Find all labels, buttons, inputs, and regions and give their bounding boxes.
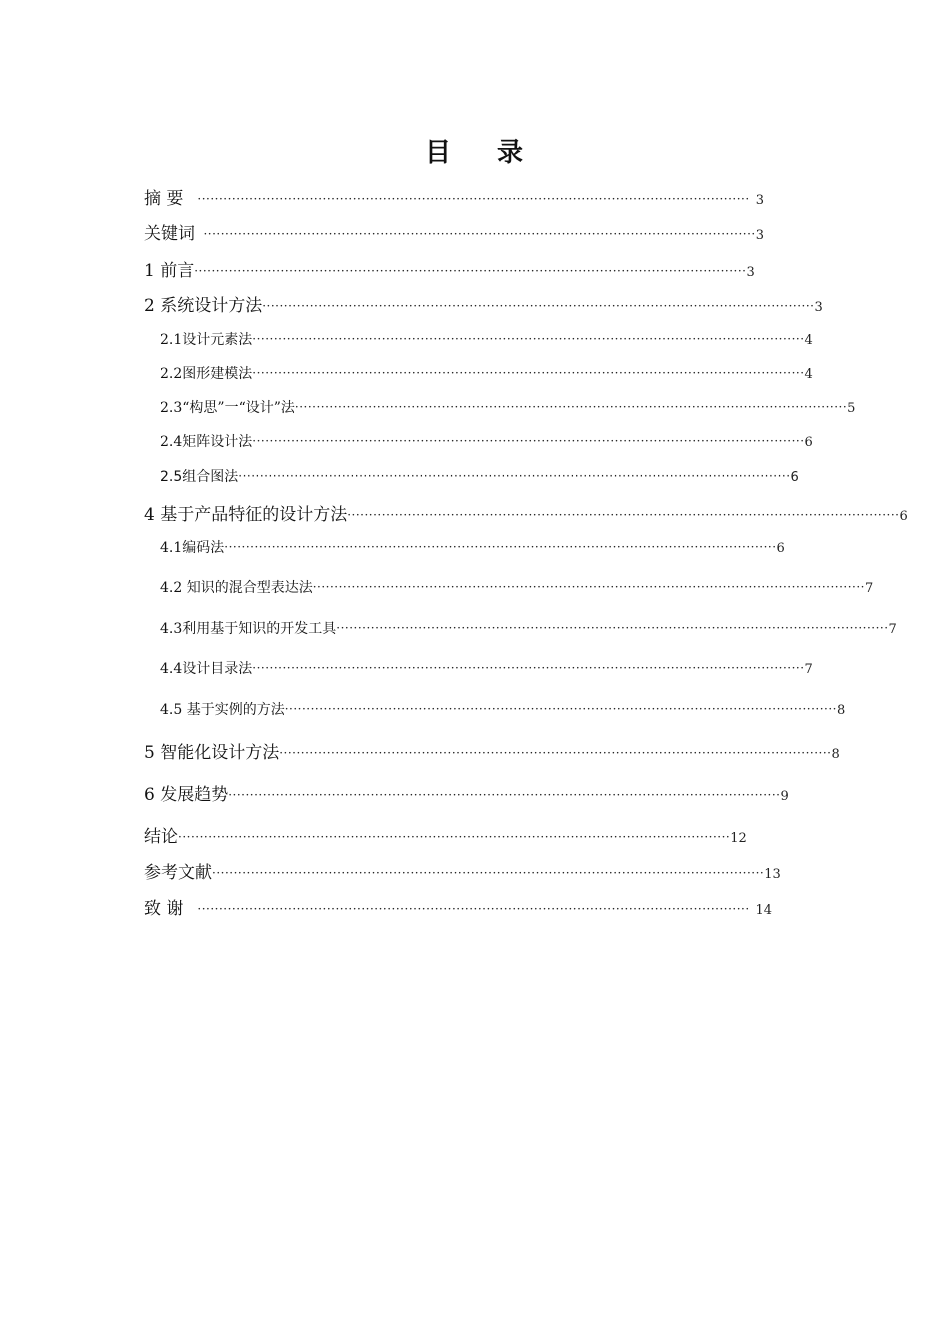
toc-entry-abstract[interactable] — [144, 184, 764, 209]
dot-leader: ································································································································ — [212, 866, 765, 880]
toc-entry-page: 3 — [746, 265, 755, 280]
toc-entry-page: 3 — [755, 228, 764, 243]
toc-entry-preface[interactable] — [144, 256, 755, 281]
dot-leader: ································································································································ — [252, 661, 805, 675]
toc-entry-acknowledgements[interactable] — [144, 894, 772, 919]
toc-entry-page: 9 — [780, 789, 789, 804]
dot-leader: ································································································································ — [228, 788, 781, 802]
toc-entry-label: 4.4设计目录法 — [160, 661, 253, 677]
title-part-2: 录 — [497, 138, 526, 168]
toc-entry-label: 6 发展趋势 — [144, 785, 229, 805]
toc-entry-page: 3 — [814, 300, 823, 315]
toc-entry-2-2[interactable] — [160, 363, 813, 383]
toc-entry-page: 7 — [804, 662, 813, 677]
toc-entry-page: 13 — [764, 867, 781, 882]
page-title — [0, 132, 950, 169]
toc-entry-page: 14 — [755, 903, 772, 918]
toc-entry-label: 关键词 — [144, 224, 195, 244]
toc-entry-2-5[interactable] — [160, 466, 799, 486]
dot-leader: ································································································································ — [347, 508, 900, 522]
dot-leader: ································································································································ — [178, 830, 731, 844]
toc-entry-4-5[interactable] — [160, 699, 846, 719]
toc-entry-page: 5 — [847, 401, 856, 416]
toc-entry-page: 6 — [776, 541, 785, 556]
toc-entry-label: 4 基于产品特征的设计方法 — [144, 505, 348, 525]
dot-leader: ································································································································ — [312, 580, 865, 594]
toc-entry-page: 6 — [899, 509, 908, 524]
toc-entry-2-4[interactable] — [160, 431, 813, 451]
dot-leader: ································································································································ — [224, 540, 777, 554]
toc-entry-trends[interactable] — [144, 780, 789, 805]
toc-entry-label: 2.2图形建模法 — [160, 366, 253, 382]
toc-entry-intelligent-design[interactable] — [144, 738, 840, 763]
toc-entry-2-3[interactable] — [160, 397, 856, 417]
dot-leader: ································································································································ — [336, 621, 889, 635]
dot-leader: ································································································································ — [279, 746, 832, 760]
toc-entry-label: 2.5组合图法 — [160, 469, 239, 485]
dot-leader: ································································································································ — [252, 434, 805, 448]
toc-entry-page: 7 — [888, 622, 897, 637]
dot-leader: ································································································································ — [294, 400, 848, 414]
toc-entry-label: 结论 — [144, 827, 178, 847]
toc-entry-label: 2.3“构思”一“设计”法 — [160, 400, 295, 416]
toc-entry-conclusion[interactable] — [144, 822, 747, 847]
toc-entry-page: 4 — [804, 367, 813, 382]
toc-entry-references[interactable] — [144, 858, 781, 883]
dot-leader: ································································································································ — [203, 227, 756, 241]
toc-entry-label: 2.1设计元素法 — [160, 332, 253, 348]
toc-entry-label: 4.1编码法 — [160, 540, 225, 556]
toc-entry-page: 3 — [755, 193, 764, 208]
toc-entry-label: 致 谢 — [144, 899, 184, 919]
toc-entry-page: 8 — [836, 703, 846, 718]
toc-entry-4-3[interactable] — [160, 618, 897, 638]
toc-entry-feature-design[interactable] — [144, 500, 908, 525]
toc-entry-label: 5 智能化设计方法 — [144, 743, 280, 763]
dot-leader: ································································································································ — [284, 702, 837, 716]
toc-entry-4-1[interactable] — [160, 537, 785, 557]
toc-entry-label: 2.4矩阵设计法 — [160, 434, 253, 450]
toc-entry-label: 1 前言 — [144, 261, 195, 281]
dot-leader: ································································································································ — [252, 366, 805, 380]
toc-entry-page: 6 — [790, 470, 799, 485]
dot-leader: ································································································································ — [262, 299, 815, 313]
dot-leader: ································································································································ — [252, 332, 805, 346]
toc-entry-page: 7 — [864, 581, 874, 596]
dot-leader: ································································································································ — [197, 192, 750, 206]
toc-entry-2-1[interactable] — [160, 329, 813, 349]
toc-entry-4-4[interactable] — [160, 658, 813, 678]
toc-entry-page: 8 — [831, 747, 840, 762]
toc-entry-system-design[interactable] — [144, 291, 823, 316]
toc-entry-4-2[interactable] — [160, 577, 874, 597]
toc-entry-label: 参考文献 — [144, 863, 212, 883]
toc-entry-label: 4.3利用基于知识的开发工具 — [160, 621, 337, 637]
toc-entry-label: 摘 要 — [144, 189, 184, 209]
toc-entry-page: 4 — [804, 333, 813, 348]
toc-entry-page: 12 — [730, 831, 747, 846]
dot-leader: ································································································································ — [238, 469, 791, 483]
dot-leader: ································································································································ — [197, 902, 750, 916]
toc-entry-label: 2 系统设计方法 — [144, 296, 263, 316]
toc-entry-label: 4.2 知识的混合型表达法 — [160, 580, 313, 596]
toc-entry-label: 4.5 基于实例的方法 — [160, 702, 285, 718]
toc-entry-keywords[interactable] — [144, 219, 764, 244]
dot-leader: ································································································································ — [194, 264, 747, 278]
toc-entry-page: 6 — [804, 435, 813, 450]
title-part-1: 目 — [424, 138, 453, 168]
